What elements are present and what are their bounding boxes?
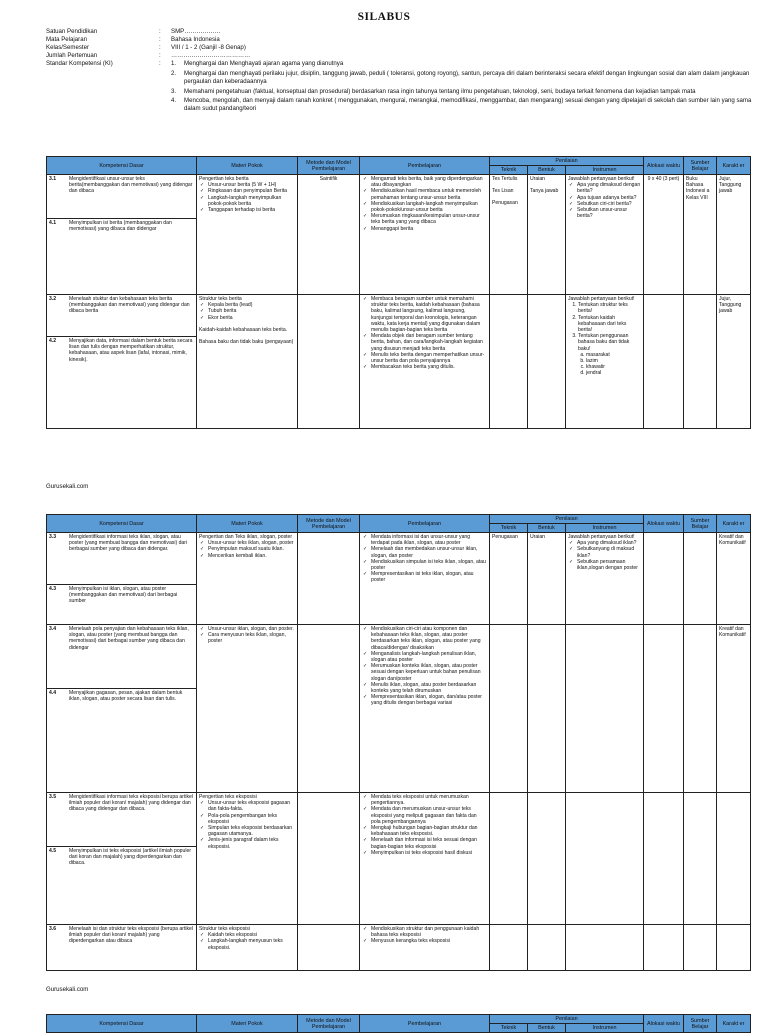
materi-list [199, 182, 295, 213]
pembelajaran-item: ✓ Menulis iklan, slogan, atau poster berdasarkan konteks yang telah dirumuskan [362, 682, 487, 694]
kd-number: 4.3 [49, 586, 57, 592]
header-kd: Kompetensi Dasar [47, 515, 197, 533]
materi-paragraph: Kaidah-kaidah kebahasaan teks berita. [199, 326, 288, 333]
kd-cell [47, 533, 197, 625]
kd-number: 4.1 [49, 220, 57, 226]
materi-title: Struktur teks berita [199, 296, 242, 302]
kd-number: 3.2 [49, 296, 57, 302]
header-penilaian: Penilaian [490, 157, 644, 166]
instrumen-item: ✓ Apa yang dimaksud iklan? [568, 540, 641, 546]
pembelajaran-item: ✓ Mendata teks eksposisi untuk merumuskan pengertiannya. [362, 794, 487, 806]
karakter-cell: Jujur, Tanggung jawab [717, 175, 751, 295]
teknik-item: Tes Tertulis [492, 176, 518, 182]
sumber-cell: Buku Bahasa Indonesi a Kelas VIII [684, 175, 717, 295]
alokasi-cell [644, 925, 684, 971]
meta-row [46, 36, 758, 44]
pembelajaran-cell [360, 295, 490, 429]
instrumen-subitem: b. lazim [586, 358, 641, 364]
materi-item: ✓ Mencerikan kembali iklan. [199, 553, 295, 559]
materi-item: ✓ Penyimpulan maksud suatu iklan. [199, 546, 295, 552]
materi-item: ✓ Simpulan teks eksposisi berdasarkan gagasan utamanya. [199, 825, 295, 837]
materi-item: ✓ Ringkasan dan penyimpulan Berita [199, 188, 295, 194]
alokasi-cell [644, 625, 684, 793]
instrumen-intro: Jawablah pertanyaan berikut! [568, 534, 635, 540]
materi-item: ✓ Unsur-unsur berita (5 W + 1H) [199, 182, 295, 188]
materi-list [199, 302, 295, 321]
metode-cell [298, 625, 360, 793]
instrumen-list [568, 302, 641, 352]
pembelajaran-cell [360, 925, 490, 971]
metode-cell [298, 295, 360, 429]
sumber-cell [684, 295, 717, 429]
meta-colon: : [159, 52, 161, 60]
pembelajaran-item: ✓ Merumuskan konteks iklan, slogan, atau poster sesuai dengan keperluan untuk bahan penulisan slogan dan/poster [362, 663, 487, 682]
alokasi-cell [644, 295, 684, 429]
alokasi-cell [644, 533, 684, 625]
meta-value: VIII / 1 - 2 (Ganjil -8 Genap) [171, 44, 246, 52]
materi-item: ✓ Tanggapan terhadap isi berita [199, 207, 295, 213]
materi-title: Pengertian teks berita [199, 176, 249, 182]
table-row [47, 533, 751, 625]
pembelajaran-item: ✓ Mendiskusikan struktur dan penggunaan kaidah bahasa teks eksposisi [362, 926, 487, 938]
pembelajaran-item: ✓ Mendiskusikan ciri-ciri atau komponen dan kebahasaan teks iklan, slogan, atau poster berdasarkan teks iklan, slogan, atau poster yang dibaca/didengar/ disaksikan [362, 626, 487, 651]
document-meta [46, 28, 758, 115]
ki-text: Menghargai dan menghayati perilaku jujur, disiplin, tanggung jawab, peduli ( toleransi, gotong royong), santun, percaya diri dalam berinteraksi secara efektif dengan lingkungan sosial dan alam dalam jangkauan pergaulan dan keberadaannya [184, 69, 750, 86]
meta-label: Satuan Pendidikan [46, 28, 98, 35]
ki-item [171, 60, 758, 68]
kd-cell [47, 925, 197, 971]
ki-item [171, 97, 758, 113]
header-karakter: Karakt er [717, 515, 751, 533]
ki-number: 3. [171, 87, 177, 95]
header-sumber: Sumber Belajar [684, 1015, 717, 1033]
metode-cell: Saintifik [298, 175, 360, 295]
materi-cell [197, 533, 298, 625]
pembelajaran-item: ✓ Mengkaji hubungan bagian-bagian struktur dan kebahasaan teks eksposisi. [362, 825, 487, 837]
materi-cell [197, 925, 298, 971]
pembelajaran-item: ✓ Mengamati teks berita, baik yang diperdengarkan atau dibayangkan [362, 176, 487, 188]
instrumen-item: ✓ Sebutkan ciri-ciri berita? [568, 201, 641, 207]
table-row [47, 793, 751, 925]
kd-text: Mengidentifikasi informasi teks iklan, slogan, atau poster (yang membuat bangga dan memotivasi) dari berbagai sumber yang dibaca dan didengar. [69, 534, 188, 553]
materi-item: ✓ Unsur-unsur teks eksposisi gagasan dan fakta-fakta. [199, 800, 295, 812]
pembelajaran-item: ✓ Mendata objek dari beragam sumber tentang berita, bahan, dan cara/langkah-langkah kegiatan yang disusun menjadi teks berita [362, 333, 487, 352]
sumber-cell [684, 533, 717, 625]
bentuk-cell: Uraian [528, 533, 566, 625]
pembelajaran-item: ✓ Mendiskusikan langkah-langkah menyimpulkan pokok-pokok/unsur-unsur berita [362, 201, 487, 213]
materi-item: ✓ Langkah-langkah menyusun teks eksposisi. [199, 938, 295, 950]
header-bentuk: Bentuk [528, 524, 566, 533]
kd-cell [47, 295, 197, 429]
teknik-cell [490, 793, 528, 925]
kd-number: 4.2 [49, 338, 57, 344]
materi-item: ✓ Kaidah teks eksposisi [199, 932, 295, 938]
footer-credit: Gurusekali.com [46, 986, 89, 993]
kd-number: 3.3 [49, 534, 57, 540]
meta-colon: : [159, 36, 161, 44]
karakter-cell [717, 925, 751, 971]
kd-text: Menyimpulkan isi berita (membanggakan dan memotivasi) yang dibaca dan didengar [69, 220, 172, 233]
pembelajaran-item: ✓ Mendiskusikan simpulan isi teks iklan, slogan, atau poster [362, 559, 487, 571]
kd-text: Menyajikan gagasan, pesan, ajakan dalam bentuk iklan, slogan, atau poster secara lisan dan tulis. [69, 690, 183, 703]
header-pembelajaran: Pembelajaran [360, 1015, 490, 1033]
kd-cell [47, 625, 197, 793]
instrumen-subitem: c. khawatir [586, 364, 641, 370]
document-title: SILABUS [357, 11, 411, 23]
meta-row [46, 44, 758, 52]
header-pembelajaran: Pembelajaran [360, 515, 490, 533]
table-row [47, 295, 751, 429]
teknik-cell [490, 175, 528, 295]
ki-text: Memahami pengetahuan (faktual, konseptual dan prosedural) berdasarkan rasa ingin tahunya tentang ilmu pengetahuan, teknologi, seni, budaya terkait fenomena dan kejadian tampak mata [184, 87, 696, 95]
kd-number: 4.4 [49, 690, 57, 696]
header-teknik: Teknik [490, 524, 528, 533]
pembelajaran-item: ✓ Membacakan teks berita yang ditulis. [362, 364, 487, 370]
syllabus-table-1 [46, 156, 751, 429]
ki-row [46, 60, 758, 115]
sumber-cell [684, 625, 717, 793]
meta-colon: : [159, 60, 161, 68]
header-penilaian: Penilaian [490, 1015, 644, 1024]
teknik-cell: Penugasan [490, 533, 528, 625]
pembelajaran-item: ✓ Mempresentasikan isi teks iklan, slogan, atau poster [362, 571, 487, 583]
header-materi: Materi Pokok [197, 515, 298, 533]
kd-text: Menyimpulkan isi iklan, slogan, atau poster (membanggakan dan memotivasi) dari berbagai sumber [69, 586, 178, 605]
karakter-cell: Kreatif dan Komunikatif [717, 533, 751, 625]
instrumen-item: 3. Tentukan penggunaan bahasa baku dan tidak baku! [578, 333, 641, 352]
materi-list [199, 626, 295, 645]
pembelajaran-list [362, 626, 487, 707]
materi-item: ✓ Cara menyusun teks iklan, slogan, poster [199, 632, 295, 644]
materi-cell [197, 793, 298, 925]
header-karakter: Karakt er [717, 1015, 751, 1033]
teknik-item: Penugasan [492, 200, 518, 207]
pembelajaran-list [362, 296, 487, 370]
bentuk-cell [528, 175, 566, 295]
header-instrumen: Instrumen [566, 524, 644, 533]
materi-title: Pengertian teks eksposisi [199, 794, 257, 800]
ki-item [171, 88, 758, 96]
pembelajaran-item: ✓ Menyusun kerangka teks eksposisi [362, 938, 487, 944]
instrumen-sublist [568, 352, 641, 377]
instrumen-cell [566, 925, 644, 971]
pembelajaran-item: ✓ Merumuskan ringkasan/kesimpulan unsur-unsur teks berita yang yang dibaca [362, 213, 487, 225]
header-row [47, 1015, 751, 1024]
kd-text: Menelaah isi dan struktur teks eksposisi (berupa artikel ilmiah populer dari koran/ majalah) yang diperdengarkan atau dibaca [69, 926, 194, 945]
header-row [47, 157, 751, 166]
kd-cell [47, 175, 197, 295]
kd-text: Menyajikan data, informasi dalam bentuk berita secara lisan dan tulis dengan memperhatikan struktur, kebahasaan, atau aspek lisan (lafal, intonasi, mimik, kinesik). [69, 338, 193, 363]
kd-text: Menelaah stuktur dan kebahasaan teks berita (membanggakan dan memotivasi) yang didengar dan dibaca berita [69, 296, 190, 315]
kd-text: Mengidentifikasi informasi teks eksposisi berupa artikel ilmiah populer dari koran/ majalah) yang didengar dan dibaca yang didengar dan dibaca. [69, 794, 194, 813]
pembelajaran-item: ✓ Menulis teks berita dengan memperhatikan unsur-unsur berita dan pola penyajiannya [362, 352, 487, 364]
footer-credit: Gurusekali.com [46, 483, 89, 490]
ki-label: Standar Kompetensi (KI) [46, 60, 113, 68]
pembelajaran-cell [360, 793, 490, 925]
materi-list [199, 932, 295, 951]
header-materi: Materi Pokok [197, 157, 298, 175]
instrumen-list [568, 540, 641, 571]
instrumen-cell [566, 793, 644, 925]
bentuk-item: Uraian [530, 176, 546, 182]
kd-text: Mengidentifikasi unsur-unsur teks berita(membanggakan dan memotivasi) yang didengar dan dibaca [69, 176, 193, 195]
header-kd: Kompetensi Dasar [47, 157, 197, 175]
materi-item: ✓ Jenis-jenis paragraf dalam teks eksposisi. [199, 837, 295, 849]
pembelajaran-cell [360, 533, 490, 625]
metode-cell [298, 793, 360, 925]
ki-number: 2. [171, 69, 177, 77]
kd-text: Menelaah pola penyajian dan kebahasaan teks iklan, slogan, atau poster (yang membuat bangga dan memotivasi) dari berbagai sumber yang dibaca dan didengar [69, 626, 189, 651]
header-metode: Metode dan Model Pembelajaran [298, 157, 360, 175]
teknik-cell [490, 295, 528, 429]
pembelajaran-item: ✓ Menanggapi berita [362, 226, 487, 232]
header-sumber: Sumber Belajar [684, 515, 717, 533]
pembelajaran-item: ✓ Menyimpulkan isi teks eksposisi hasil diskusi [362, 850, 487, 856]
instrumen-item: 2. Tentukan kaidah kebahasaan dari teks berita! [578, 315, 641, 334]
pembelajaran-item: ✓ Menelaah dan informasi isi teks sesuai dengan bagian-bagian teks eksposisi [362, 837, 487, 849]
kd-cell [47, 793, 197, 925]
instrumen-cell [566, 533, 644, 625]
header-alokasi: Alokasi waktu [644, 157, 684, 175]
table-row [47, 925, 751, 971]
pembelajaran-cell [360, 175, 490, 295]
teknik-cell [490, 925, 528, 971]
pembelajaran-item: ✓ Mendiskusikan hasil membaca untuk memeroleh pemahaman tentang unsur-unsur berita [362, 188, 487, 200]
materi-cell [197, 175, 298, 295]
materi-item: ✓ Ekor berita [199, 315, 295, 321]
bentuk-item: Tanya jawab [530, 188, 559, 195]
instrumen-item: ✓ Sebutkanyang di maksud iklan? [568, 546, 641, 558]
meta-label: Mata Pelajaran [46, 36, 87, 44]
header-teknik: Teknik [490, 1024, 528, 1033]
header-metode: Metode dan Model Pembelajaran [298, 1015, 360, 1033]
ki-number: 1. [171, 60, 177, 68]
header-karakter: Karakt er [717, 157, 751, 175]
instrumen-item: ✓ Sebutkan unsur-unsur berita? [568, 207, 641, 219]
meta-value: SMP……………… [171, 28, 221, 35]
bentuk-cell [528, 625, 566, 793]
header-alokasi: Alokasi waktu [644, 1015, 684, 1033]
header-instrumen: Instrumen [566, 1024, 644, 1033]
pembelajaran-list [362, 926, 487, 945]
instrumen-subitem: d. jendral [586, 370, 641, 376]
syllabus-table-2 [46, 514, 751, 971]
pembelajaran-item: ✓ Mempresentasikan iklan, slogan, dan/atau poster yang ditulis dengan berbagai variasi [362, 694, 487, 706]
alokasi-cell [644, 793, 684, 925]
materi-item: ✓ Kepala berita (lead) [199, 302, 295, 308]
pembelajaran-list [362, 534, 487, 584]
meta-value: ………………………………… [171, 52, 251, 60]
karakter-cell: Jujur, Tanggung jawab [717, 295, 751, 429]
pembelajaran-item: ✓ Mendata dan merumuskan unsur-unsur teks eksposisi yang meliputi gagasan dan fakta dan pola pengembangannya [362, 806, 487, 825]
header-penilaian: Penilaian [490, 515, 644, 524]
meta-label: Jumlah Pertemuan [46, 52, 98, 60]
ki-item [171, 70, 758, 86]
kd-number: 3.1 [49, 176, 57, 182]
ki-text: Mencoba, mengolah, dan menyaji dalam ranah konkret ( menggunakan, mengurai, merangkai, memodifikasi, menggambar, dan mengarang) sesuai dengan yang dipelajari di sekolah dan sumber lain yang sama dalam sudut pandang/teori [184, 97, 752, 113]
table-row [47, 625, 751, 793]
materi-cell [197, 295, 298, 429]
pembelajaran-list [362, 794, 487, 856]
meta-label: Kelas/Semester [46, 44, 90, 52]
materi-item: ✓ Tubuh berita [199, 308, 295, 314]
materi-list [199, 540, 295, 559]
header-row [47, 515, 751, 524]
kd-number: 4.5 [49, 848, 57, 854]
instrumen-cell [566, 295, 644, 429]
metode-cell [298, 925, 360, 971]
pembelajaran-list [362, 176, 487, 232]
bentuk-cell [528, 925, 566, 971]
kd-text: Menyimpulkan isi teks eksposisi (artikel ilmiah populer dari koran dan majalah) yang diperdengarkan dan dibaca. [69, 848, 192, 867]
pembelajaran-item: ✓ Membaca beragam sumber untuk memahami struktur teks berita, kaidah kebahasaan (bahasa baku, kalimat langsung, kalimat langsung, kunjungsi temporal dan kronologis, keterangan waktu, kata kerja mental) yang digunakan dalam menulis bagian-bagian teks berita [362, 296, 487, 333]
ki-text: Menghargai dan Menghayati ajaran agama yang dianutnya [184, 60, 344, 68]
kd-number: 3.5 [49, 794, 57, 800]
header-bentuk: Bentuk [528, 166, 566, 175]
instrumen-item: ✓ Apa tujuan adanya berita? [568, 195, 641, 201]
ki-list [171, 60, 758, 115]
instrumen-cell [566, 175, 644, 295]
materi-item: ✓ Pola-pola pengembangan teks eksposisi [199, 813, 295, 825]
materi-paragraph: Bahasa baku dan tidak baku (pengayaan) [199, 339, 294, 346]
instrumen-intro: Jawablah pertanyaan berikut! [568, 176, 635, 182]
karakter-cell [717, 793, 751, 925]
alokasi-cell: 9 x 40 (3 pert) [644, 175, 684, 295]
kd-number: 3.4 [49, 626, 57, 632]
meta-value: Bahasa Indonesia [171, 36, 220, 44]
materi-item: ✓ Unsur-unsur iklan, slogan, dan poster. [199, 626, 295, 632]
header-pembelajaran: Pembelajaran [360, 157, 490, 175]
kd-number: 3.6 [49, 926, 57, 932]
header-sumber: Sumber Belajar [684, 157, 717, 175]
pembelajaran-item: ✓ Menelaah dan membedakan unsur-unsur iklan, slogan, dan poster [362, 546, 487, 558]
materi-title: Struktur teks eksposisi [199, 926, 250, 932]
teknik-item: Tes Lisan [492, 188, 514, 195]
instrumen-item: ✓ Apa yang dimaksud dengan berita? [568, 182, 641, 194]
sumber-cell [684, 793, 717, 925]
materi-cell [197, 625, 298, 793]
instrumen-cell [566, 625, 644, 793]
metode-cell [298, 533, 360, 625]
pembelajaran-item: ✓ Mendata informasi isi dan unsur-unsur yang terdapat pada iklan, slogan, atau poster [362, 534, 487, 546]
instrumen-subitem: a. masarakat [586, 352, 641, 358]
header-alokasi: Alokasi waktu [644, 515, 684, 533]
header-metode: Metode dan Model Pembelajaran [298, 515, 360, 533]
pembelajaran-item: ✓ Menganalisis langkah-langkah penulisan iklan, slogan atau poster [362, 651, 487, 663]
meta-row [46, 52, 758, 60]
table-row [47, 175, 751, 295]
bentuk-cell [528, 793, 566, 925]
instrumen-item: ✓ Sebutkan persamaan iklan,slogan dengan poster [568, 559, 641, 571]
pembelajaran-cell [360, 625, 490, 793]
bentuk-cell [528, 295, 566, 429]
karakter-cell: Kreatif dan Komunikatif [717, 625, 751, 793]
meta-colon: : [159, 44, 161, 52]
header-bentuk: Bentuk [528, 1024, 566, 1033]
meta-colon: : [159, 28, 161, 35]
ki-number: 4. [171, 97, 177, 105]
header-instrumen: Instrumen [566, 166, 644, 175]
header-kd: Kompetensi Dasar [47, 1015, 197, 1033]
materi-item: ✓ Langkah-langkah menyimpulkan pokok-pokok berita [199, 195, 295, 207]
instrumen-list [568, 182, 641, 219]
materi-title: Pengertian dan Teks iklan, slogan, poster [199, 534, 293, 540]
instrumen-intro: Jawablah pertanyaan berikut! [568, 296, 635, 302]
materi-list [199, 800, 295, 850]
materi-item: ✓ Unsur-unsur teks iklan, slogan, poster [199, 540, 295, 546]
instrumen-item: 1. Tentukan struktur teks berita! [578, 302, 641, 314]
teknik-cell [490, 625, 528, 793]
header-materi: Materi Pokok [197, 1015, 298, 1033]
header-teknik: Teknik [490, 166, 528, 175]
meta-row [46, 28, 758, 36]
sumber-cell [684, 925, 717, 971]
